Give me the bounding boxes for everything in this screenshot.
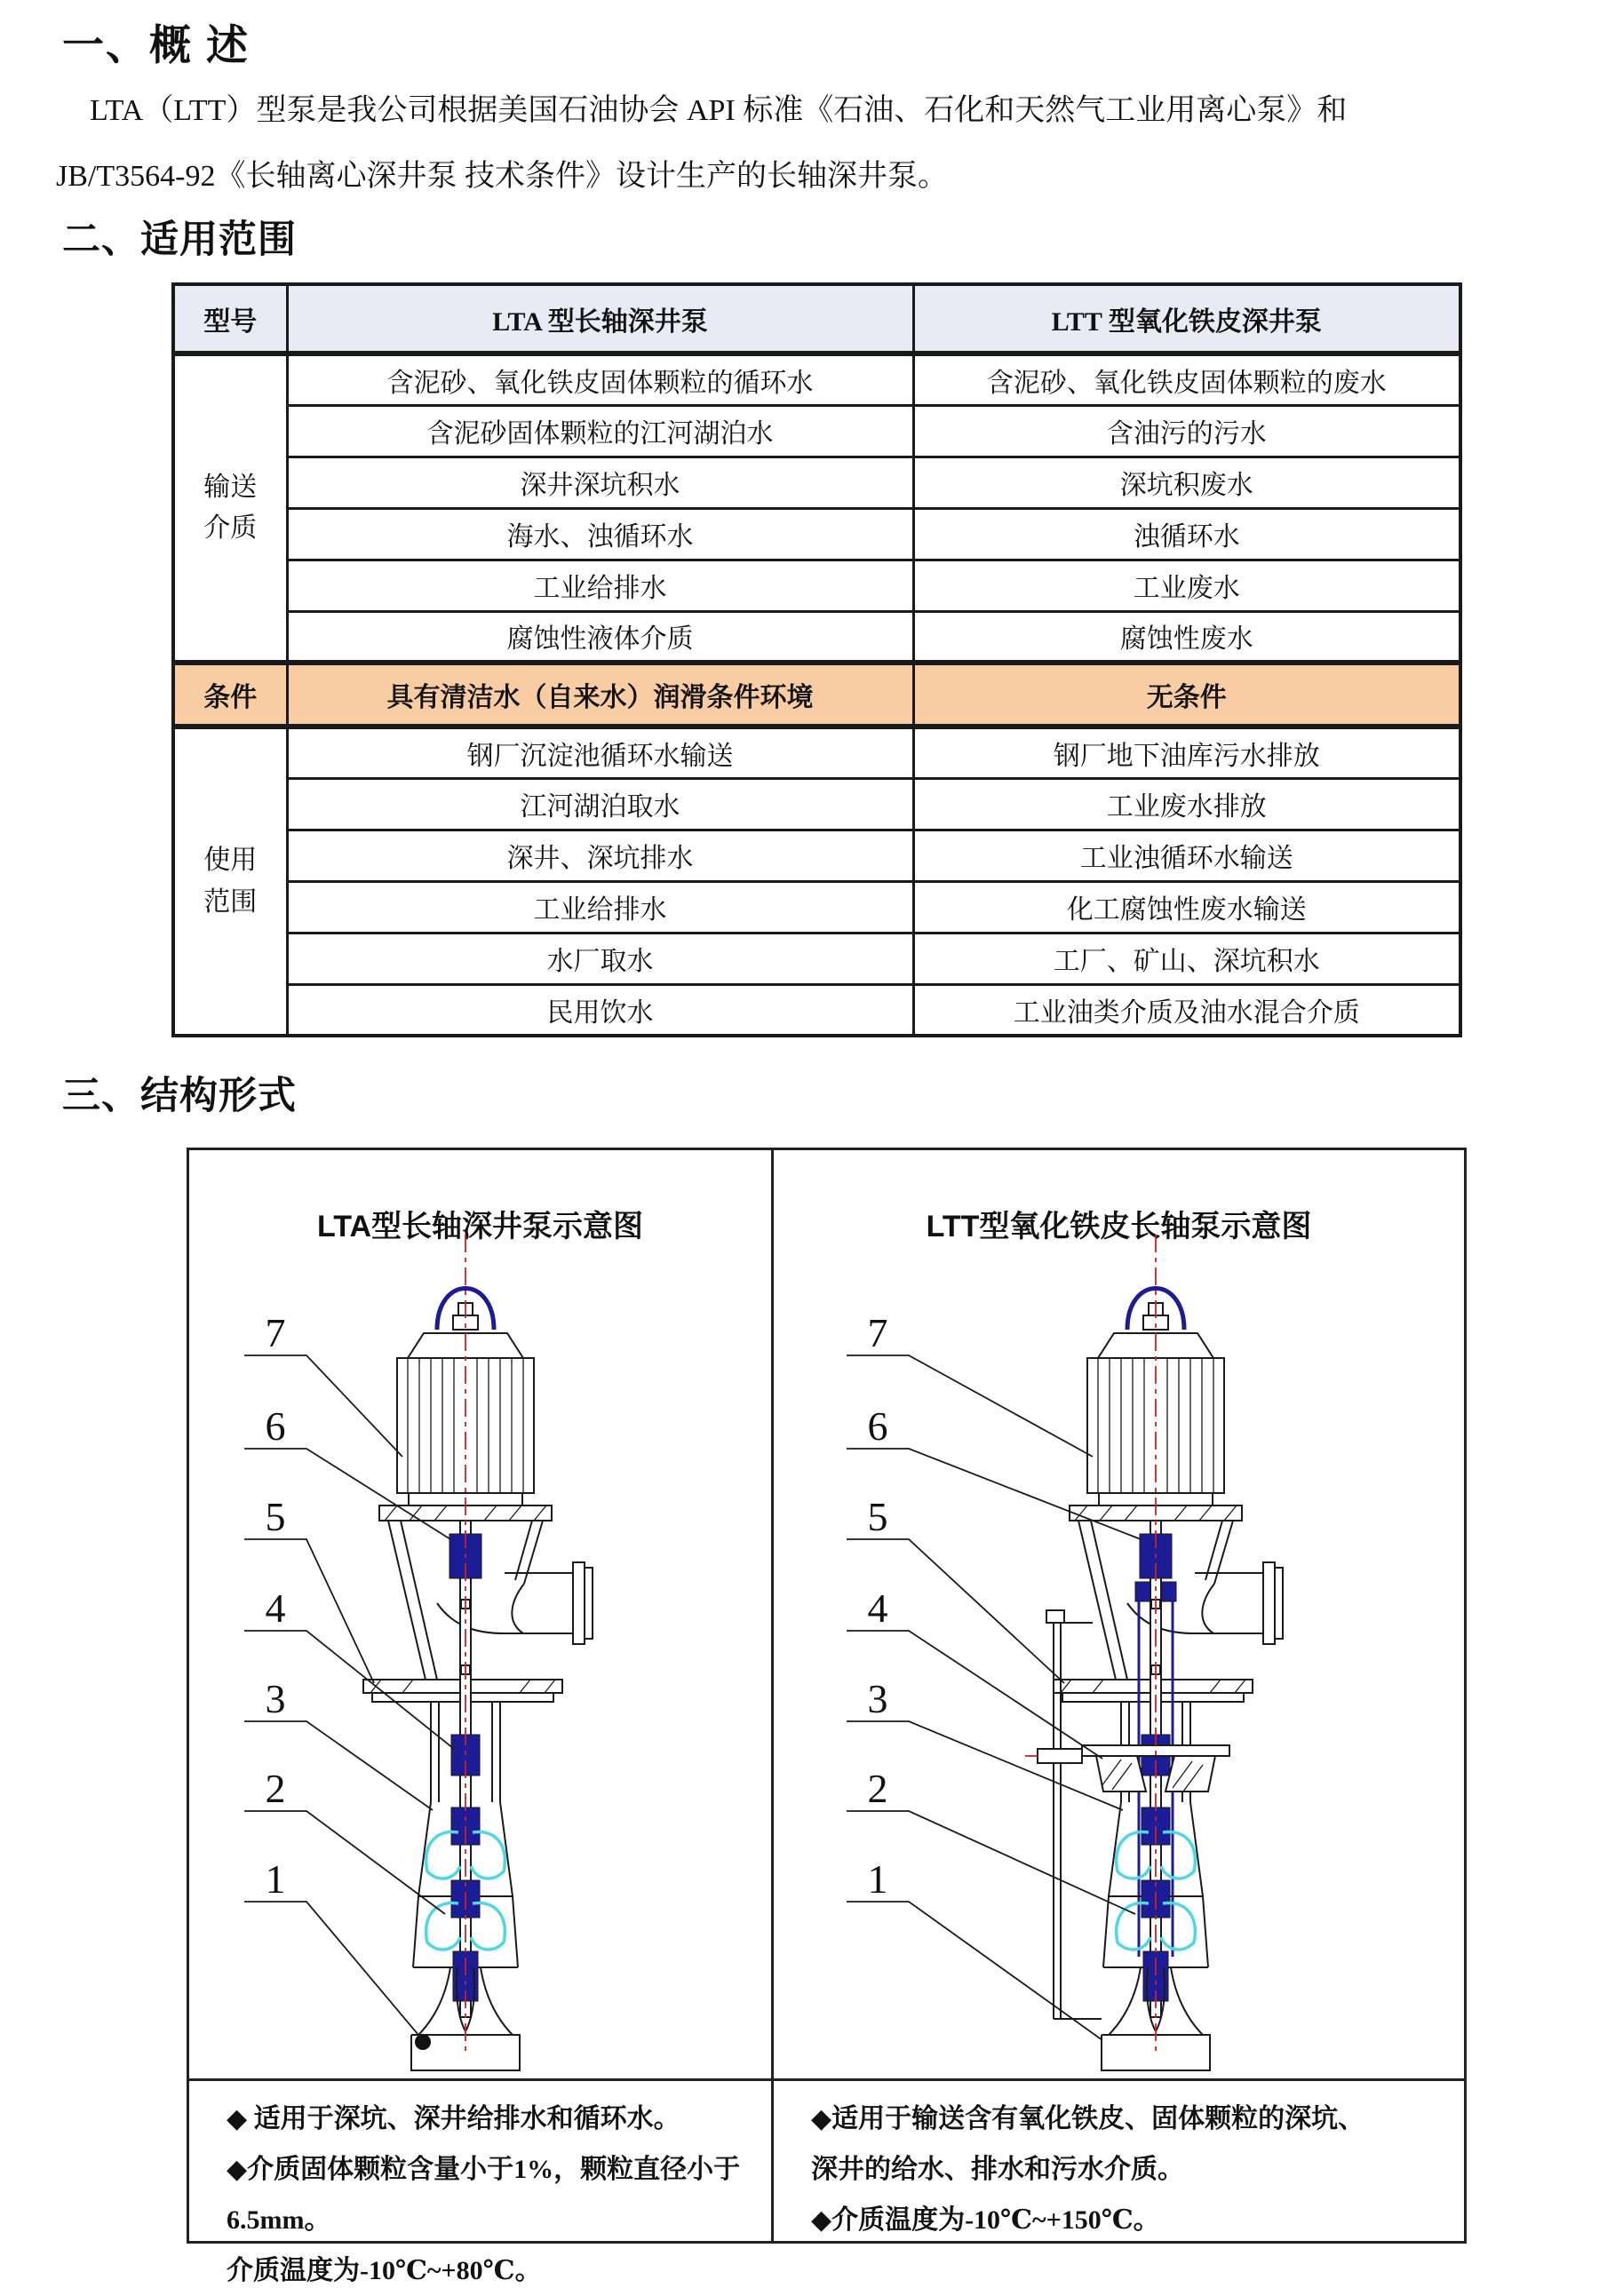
table-cell: 工业废水排放 xyxy=(913,778,1460,830)
part-label-7: 7 xyxy=(265,1310,286,1355)
caption-line: 深井的给水、排水和污水介质。 xyxy=(811,2155,1184,2184)
lta-caption xyxy=(227,2093,760,2296)
table-cell: 含泥砂、氧化铁皮固体颗粒的循环水 xyxy=(287,354,913,405)
ltt-caption xyxy=(811,2093,1451,2245)
intro-line-2: JB/T3564-92《长轴离心深井泵 技术条件》设计生产的长轴深井泵。 xyxy=(56,160,948,193)
part-label-6: 6 xyxy=(265,1403,286,1449)
table-row xyxy=(173,778,1460,830)
table-cell: 工业浊循环水输送 xyxy=(913,830,1460,881)
row-label-condition: 条件 xyxy=(173,663,287,727)
row-label-media: 输送介质 xyxy=(173,354,287,663)
caption-line: ◆适用于输送含有氧化铁皮、固体颗粒的深坑、 xyxy=(811,2104,1365,2133)
table-cell: 民用饮水 xyxy=(287,984,913,1036)
caption-divider xyxy=(189,2078,1464,2081)
table-cell: 海水、浊循环水 xyxy=(287,508,913,560)
table-cell: 水厂取水 xyxy=(287,933,913,984)
table-row xyxy=(173,933,1460,984)
table-row xyxy=(173,508,1460,560)
discharge-head xyxy=(363,1562,593,1702)
col-header-lta: LTA 型长轴深井泵 xyxy=(287,284,913,354)
table-cell: 钢厂地下油库污水排放 xyxy=(913,727,1460,778)
intro-paragraph xyxy=(56,78,1557,210)
part-label-1: 1 xyxy=(867,1856,888,1902)
table-cell: 腐蚀性液体介质 xyxy=(287,611,913,663)
part-label-2: 2 xyxy=(867,1766,888,1811)
ltt-diagram-title: LTT型氧化铁皮长轴泵示意图 xyxy=(926,1210,1312,1243)
part-label-5: 5 xyxy=(265,1494,286,1539)
table-cell: 含油污的污水 xyxy=(913,405,1460,457)
part-label-6: 6 xyxy=(867,1403,888,1449)
table-cell: 工业油类介质及油水混合介质 xyxy=(913,984,1460,1036)
table-cell: 具有清洁水（自来水）润滑条件环境 xyxy=(287,663,913,727)
caption-line: 介质温度为-10℃~+80℃。 xyxy=(227,2256,542,2285)
table-cell: 工业给排水 xyxy=(287,881,913,933)
table-row xyxy=(173,830,1460,881)
table-cell: 钢厂沉淀池循环水输送 xyxy=(287,727,913,778)
application-table xyxy=(171,282,1462,1037)
row-label-usage: 使用范围 xyxy=(173,727,287,1036)
condition-row xyxy=(173,663,1460,727)
caption-line: ◆介质固体颗粒含量小于1%，颗粒直径小于6.5mm。 xyxy=(227,2155,741,2235)
external-flush-pipe xyxy=(1046,1610,1102,2019)
part-label-7: 7 xyxy=(867,1310,888,1355)
lta-pump-drawing xyxy=(189,1186,771,2074)
table-row xyxy=(173,560,1460,611)
intro-line-1: LTA（LTT）型泵是我公司根据美国石油协会 API 标准《石油、石化和天然气工业用离心泵》和 xyxy=(90,94,1348,127)
table-cell: 化工腐蚀性废水输送 xyxy=(913,881,1460,933)
caption-line: ◆ 适用于深坑、深井给排水和循环水。 xyxy=(227,2104,680,2133)
table-header-row xyxy=(173,284,1460,354)
table-cell: 工业给排水 xyxy=(287,560,913,611)
table-cell: 无条件 xyxy=(913,663,1460,727)
caption-line: ◆介质温度为-10℃~+150℃。 xyxy=(811,2205,1160,2235)
part-label-1: 1 xyxy=(265,1856,286,1902)
structure-diagram-box xyxy=(187,1148,1467,2285)
part-label-2: 2 xyxy=(265,1766,286,1811)
part-label-3: 3 xyxy=(867,1676,888,1721)
table-cell: 深井、深坑排水 xyxy=(287,830,913,881)
table-row xyxy=(173,405,1460,457)
col-header-model: 型号 xyxy=(173,284,287,354)
leader-end-dot xyxy=(415,2034,431,2050)
table-cell: 含泥砂、氧化铁皮固体颗粒的废水 xyxy=(913,354,1460,405)
ltt-pump-drawing xyxy=(774,1186,1464,2074)
table-row xyxy=(173,881,1460,933)
table-row xyxy=(173,354,1460,405)
section-3-heading: 三、结构形式 xyxy=(62,1075,297,1117)
part-label-3: 3 xyxy=(265,1676,286,1721)
table-row xyxy=(173,984,1460,1036)
table-cell: 深井深坑积水 xyxy=(287,457,913,508)
lta-diagram-title: LTA型长轴深井泵示意图 xyxy=(316,1210,644,1243)
table-cell: 浊循环水 xyxy=(913,508,1460,560)
table-cell: 含泥砂固体颗粒的江河湖泊水 xyxy=(287,405,913,457)
table-cell: 深坑积废水 xyxy=(913,457,1460,508)
table-cell: 工业废水 xyxy=(913,560,1460,611)
section-1-heading: 一、概 述 xyxy=(62,21,251,68)
part-label-5: 5 xyxy=(867,1494,888,1539)
table-row xyxy=(173,611,1460,663)
table-row xyxy=(173,727,1460,778)
table-cell: 工厂、矿山、深坑积水 xyxy=(913,933,1460,984)
table-cell: 江河湖泊取水 xyxy=(287,778,913,830)
col-header-ltt: LTT 型氧化铁皮深井泵 xyxy=(913,284,1460,354)
mid-bearing-flange xyxy=(1025,1745,1229,1792)
table-row xyxy=(173,457,1460,508)
part-label-4: 4 xyxy=(867,1585,888,1631)
section-2-heading: 二、适用范围 xyxy=(62,218,297,261)
table-cell: 腐蚀性废水 xyxy=(913,611,1460,663)
part-label-4: 4 xyxy=(265,1585,286,1631)
